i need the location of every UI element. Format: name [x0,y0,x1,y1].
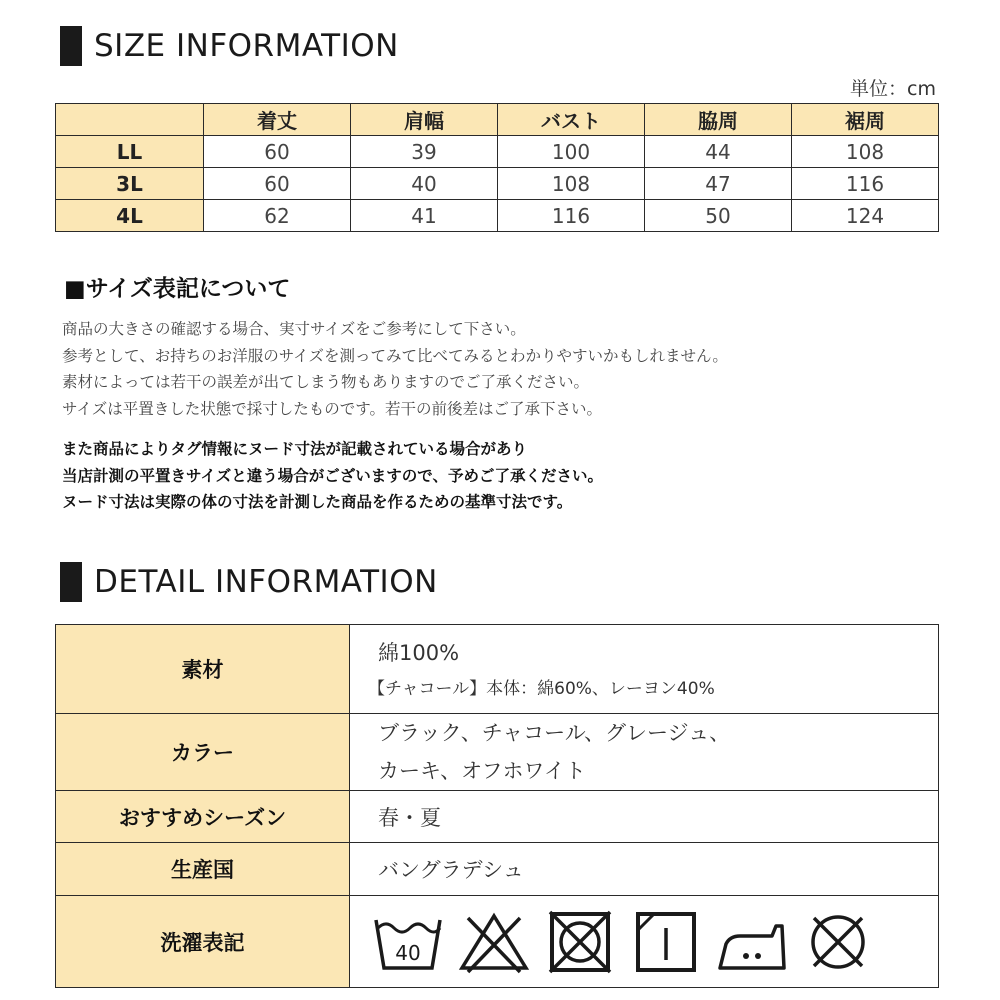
detail-row-season [56,791,939,843]
size-section-title: SIZE INFORMATION [94,28,399,64]
column-header: 裾周 [792,104,939,136]
size-table-header [56,104,939,136]
size-section-header [60,26,399,66]
table-cell: 41 [351,200,498,232]
size-notes [62,316,728,422]
no-bleach-icon [458,910,530,974]
table-cell: 108 [498,168,645,200]
detail-section-header [60,562,438,602]
iron-medium-icon [716,910,788,974]
section-marker [60,26,82,66]
size-label: 3L [56,168,204,200]
table-row [56,200,939,232]
size-corner-cell [56,104,204,136]
table-cell: 44 [645,136,792,168]
care-cell [350,896,939,988]
no-dry-clean-icon [802,910,874,974]
detail-table [55,624,939,988]
season-value: 春・夏 [350,791,939,843]
material-sub: 【チャコール】本体：綿60%、レーヨン40% [368,678,715,699]
origin-label: 生産国 [56,843,350,896]
color-line: カーキ、オフホワイト [378,759,586,783]
note-bold-line: また商品によりタグ情報にヌード寸法が記載されている場合があり [62,440,528,458]
note-line: 参考として、お持ちのお洋服のサイズを測ってみて比べてみるとわかりやすいかもしれません。 [62,346,728,365]
table-cell: 40 [351,168,498,200]
table-cell: 116 [498,200,645,232]
table-row [56,136,939,168]
color-line: ブラック、チャコール、グレージュ、 [378,721,731,745]
column-header: 脇周 [645,104,792,136]
color-cell [350,714,939,791]
column-header: バスト [498,104,645,136]
material-label: 素材 [56,625,350,714]
unit-label: 単位：cm [850,78,936,100]
season-label: おすすめシーズン [56,791,350,843]
column-header: 肩幅 [351,104,498,136]
table-cell: 62 [204,200,351,232]
detail-row-origin [56,843,939,896]
note-bold-line: ヌード寸法は実際の体の寸法を計測した商品を作るための基準寸法です。 [62,493,573,511]
table-cell: 60 [204,136,351,168]
detail-row-material [56,625,939,714]
note-line: サイズは平置きした状態で採寸したものです。若干の前後差はご了承下さい。 [62,399,603,418]
note-bold-line: 当店計測の平置きサイズと違う場合がございますので、予めご了承ください。 [62,466,603,485]
size-label: 4L [56,200,204,232]
no-tumble-dry-icon [544,910,616,974]
table-cell: 50 [645,200,792,232]
table-cell: 47 [645,168,792,200]
size-label: LL [56,136,204,168]
size-notes-title: ■サイズ表記について [64,276,291,302]
note-line: 素材によっては若干の誤差が出てしまう物もありますのでご了承ください。 [62,373,590,391]
line-dry-icon [630,910,702,974]
care-label: 洗濯表記 [56,896,350,988]
size-notes-emphasis [62,436,603,516]
wash-temp-label: 40 [395,940,421,965]
detail-row-color [56,714,939,791]
table-cell: 108 [792,136,939,168]
table-cell: 116 [792,168,939,200]
care-icons [372,910,938,974]
detail-section-title: DETAIL INFORMATION [94,564,438,600]
table-cell: 60 [204,168,351,200]
note-line: 商品の大きさの確認する場合、実寸サイズをご参考にして下さい。 [62,320,526,338]
color-label: カラー [56,714,350,791]
size-table [55,103,939,232]
column-header: 着丈 [204,104,351,136]
material-value: 綿100% [378,640,460,665]
table-cell: 100 [498,136,645,168]
material-cell [350,625,939,714]
wash-40-icon [372,910,444,974]
table-cell: 124 [792,200,939,232]
origin-value: バングラデシュ [350,843,939,896]
section-marker [60,562,82,602]
table-cell: 39 [351,136,498,168]
table-row [56,168,939,200]
detail-row-care [56,896,939,988]
